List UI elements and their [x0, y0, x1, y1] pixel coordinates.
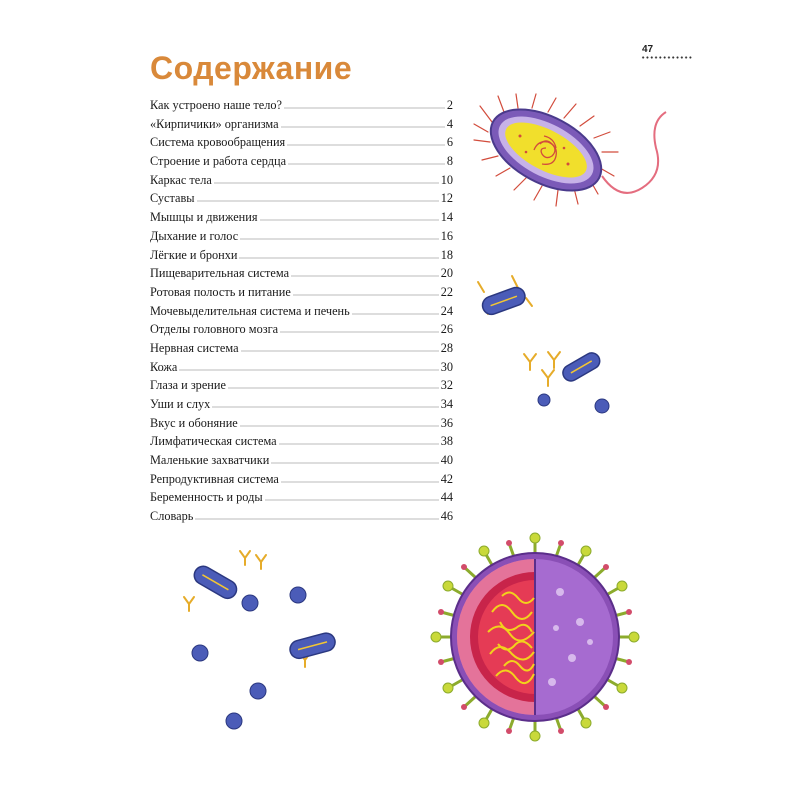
- toc-entry-label: Суставы: [150, 191, 195, 206]
- bacteria-cluster-icon: [180, 545, 350, 730]
- toc-entry-page: 14: [440, 210, 453, 225]
- toc-entry[interactable]: [150, 189, 453, 208]
- toc-entry-page: 2: [446, 98, 453, 112]
- toc-entry-label: Каркас тела: [150, 172, 212, 187]
- toc-entry-label: Нервная система: [150, 340, 239, 355]
- toc-entry[interactable]: [150, 302, 453, 321]
- table-of-contents: [150, 96, 453, 526]
- leader-dots: [212, 398, 438, 408]
- toc-entry-page: 40: [440, 453, 453, 468]
- toc-entry[interactable]: [150, 320, 453, 339]
- toc-entry[interactable]: [150, 264, 453, 283]
- toc-entry[interactable]: [150, 451, 453, 470]
- leader-dots: [241, 342, 439, 352]
- leader-dots: [280, 323, 439, 333]
- toc-entry-page: 24: [440, 303, 453, 318]
- leader-dots: [352, 305, 439, 315]
- toc-entry[interactable]: [150, 133, 453, 152]
- leader-dots: [265, 491, 439, 501]
- leader-dots: [240, 417, 439, 427]
- virus-cross-section-icon: [430, 532, 640, 742]
- toc-entry-label: Кожа: [150, 359, 178, 374]
- leader-dots: [179, 361, 438, 371]
- toc-entry-label: Маленькие захватчики: [150, 453, 270, 468]
- toc-entry-page: 6: [446, 135, 453, 150]
- toc-entry[interactable]: [150, 246, 453, 265]
- toc-entry-label: Система кровообращения: [150, 135, 286, 150]
- toc-entry-page: 32: [440, 378, 453, 393]
- leader-dots: [288, 155, 445, 165]
- toc-entry[interactable]: [150, 171, 453, 190]
- toc-entry-page: 20: [440, 266, 453, 281]
- toc-entry-page: 28: [440, 340, 453, 355]
- toc-entry[interactable]: [150, 395, 453, 414]
- leader-dots: [239, 249, 438, 259]
- leader-dots: [195, 510, 438, 520]
- toc-entry[interactable]: [150, 227, 453, 246]
- leader-dots: [279, 435, 439, 445]
- leader-dots: [293, 286, 439, 296]
- toc-entry-page: 22: [440, 284, 453, 299]
- toc-entry-page: 46: [440, 509, 453, 524]
- toc-entry-label: Уши и слух: [150, 397, 211, 411]
- leader-dots: [271, 454, 438, 464]
- toc-entry-page: 12: [440, 191, 453, 206]
- toc-entry[interactable]: [150, 470, 453, 489]
- toc-entry-label: Ротовая полость и питание: [150, 284, 291, 299]
- toc-entry-label: Глаза и зрение: [150, 378, 226, 393]
- toc-entry[interactable]: [150, 96, 453, 115]
- toc-entry-page: 36: [440, 415, 453, 430]
- page-title: Содержание: [150, 50, 353, 86]
- toc-entry-label: Лёгкие и бронхи: [150, 247, 238, 262]
- leader-dots: [284, 99, 445, 109]
- leader-dots: [197, 192, 439, 202]
- antibody-icon: [470, 270, 630, 430]
- toc-entry-label: Строение и работа сердца: [150, 154, 287, 169]
- toc-entry-label: Репродуктивная система: [150, 471, 279, 486]
- leader-dots: [291, 267, 439, 277]
- toc-entry[interactable]: [150, 358, 453, 377]
- toc-entry-page: 4: [446, 116, 453, 131]
- toc-entry-label: Мочевыделительная система и печень: [150, 303, 350, 318]
- toc-entry-page: 30: [440, 359, 453, 374]
- toc-entry-label: Лимфатическая система: [150, 434, 277, 449]
- toc-entry-label: Мышцы и движения: [150, 210, 258, 225]
- toc-entry-label: Вкус и обоняние: [150, 415, 238, 430]
- leader-dots: [281, 473, 439, 483]
- toc-entry-page: 8: [446, 154, 453, 169]
- toc-entry[interactable]: [150, 488, 453, 507]
- toc-entry-page: 38: [440, 434, 453, 449]
- toc-entry[interactable]: [150, 339, 453, 358]
- toc-entry-page: 18: [440, 247, 453, 262]
- toc-entry[interactable]: [150, 376, 453, 395]
- toc-entry[interactable]: [150, 283, 453, 302]
- leader-dots: [214, 174, 439, 184]
- toc-entry[interactable]: [150, 414, 453, 433]
- toc-entry-label: Отделы головного мозга: [150, 322, 279, 337]
- toc-entry-label: Словарь: [150, 509, 194, 524]
- toc-entry[interactable]: [150, 432, 453, 451]
- toc-entry-label: Как устроено наше тело?: [150, 98, 282, 112]
- toc-entry[interactable]: [150, 115, 453, 134]
- toc-entry-page: 34: [440, 397, 453, 411]
- toc-entry-label: Пищеварительная система: [150, 266, 290, 281]
- page-number-dots: [641, 56, 693, 59]
- leader-dots: [260, 211, 439, 221]
- toc-entry-page: 42: [440, 471, 453, 486]
- toc-entry-page: 16: [440, 228, 453, 243]
- toc-entry-label: Беременность и роды: [150, 490, 263, 505]
- leader-dots: [240, 230, 438, 240]
- toc-entry[interactable]: [150, 507, 453, 526]
- leader-dots: [287, 136, 445, 146]
- toc-entry-label: «Кирпичики» организма: [150, 116, 279, 131]
- toc-entry-page: 44: [440, 490, 453, 505]
- toc-entry-label: Дыхание и голос: [150, 228, 239, 243]
- toc-entry[interactable]: [150, 152, 453, 171]
- toc-entry-page: 10: [440, 172, 453, 187]
- leader-dots: [228, 379, 439, 389]
- leader-dots: [281, 118, 445, 128]
- toc-entry-page: 26: [440, 322, 453, 337]
- page-number: 47: [642, 44, 654, 55]
- toc-entry[interactable]: [150, 208, 453, 227]
- bacterium-flagellum-icon: [470, 92, 670, 217]
